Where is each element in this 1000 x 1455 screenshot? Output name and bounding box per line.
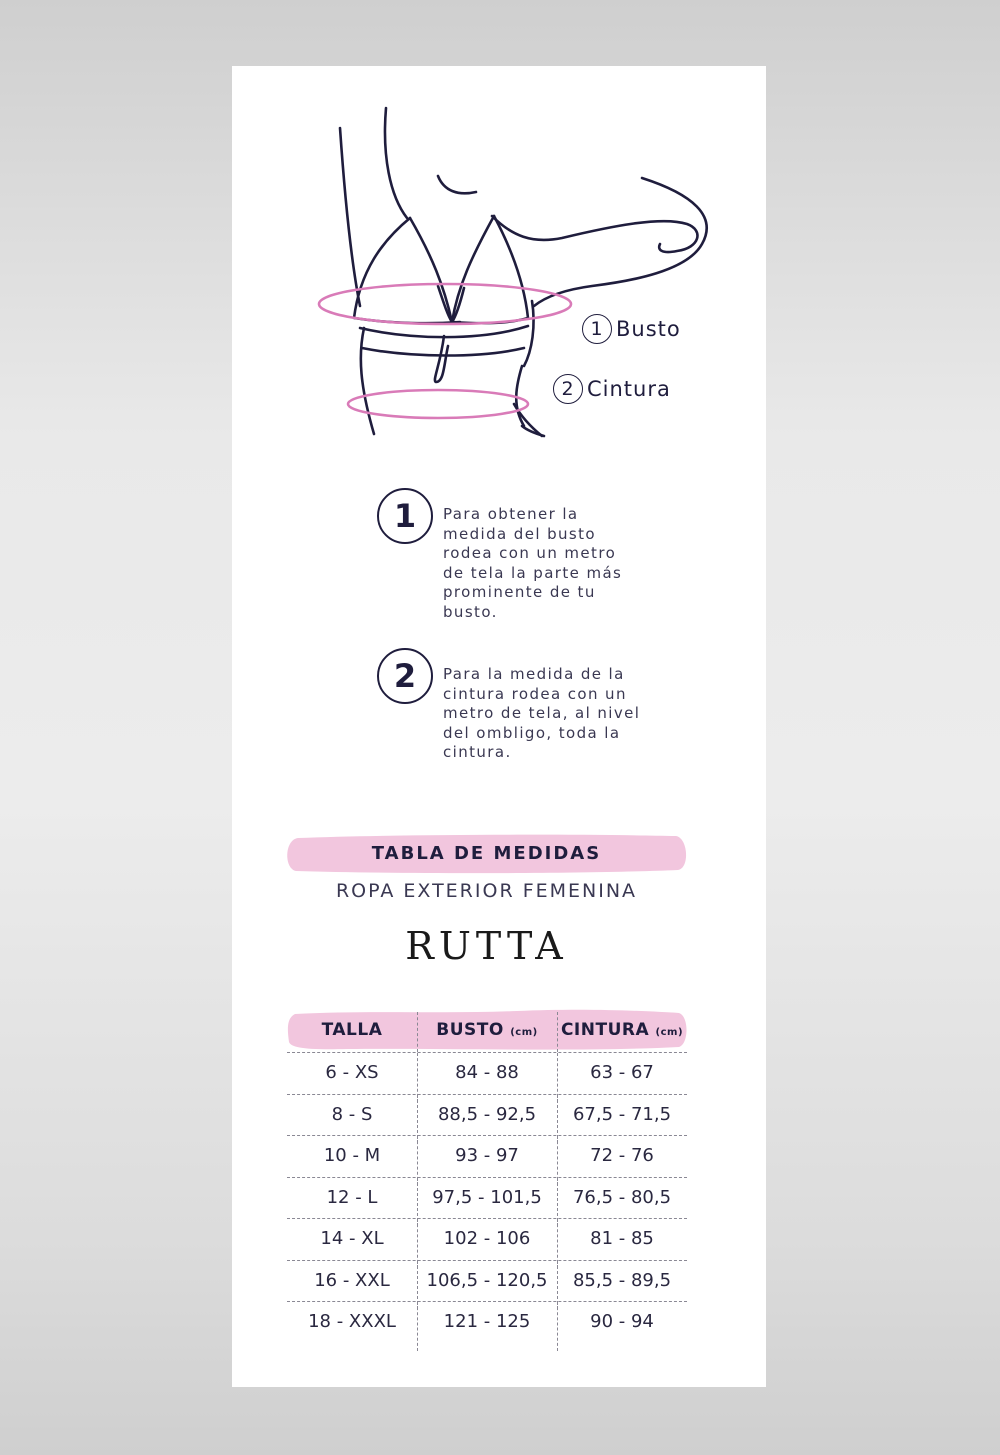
cell-talla: 6 - XS <box>325 1062 379 1083</box>
bust-number-badge: 1 <box>582 314 612 344</box>
cell-talla: 16 - XXL <box>314 1269 390 1291</box>
header-cintura: CINTURA (cm) <box>560 1020 684 1040</box>
cell-cintura: 85,5 - 89,5 <box>572 1269 672 1291</box>
size-table <box>287 1008 687 1343</box>
table-row <box>287 1135 687 1177</box>
step-bust <box>377 488 643 623</box>
column-divider <box>557 1302 558 1351</box>
step-2-text: Para la medida de la cintura rodea con un metro de tela, al nivel del ombligo, toda la cintura. <box>443 665 641 762</box>
waist-number-badge: 2 <box>553 374 583 404</box>
step-waist <box>377 648 643 763</box>
table-header <box>287 1008 687 1052</box>
cell-busto: 84 - 88 <box>455 1062 519 1083</box>
header-talla: TALLA <box>321 1020 383 1040</box>
cell-cintura: 63 - 67 <box>590 1062 654 1083</box>
table-row <box>287 1301 687 1343</box>
cell-busto: 106,5 - 120,5 <box>426 1269 548 1291</box>
table-row <box>287 1177 687 1219</box>
page-title: TABLA DE MEDIDAS <box>371 843 602 864</box>
step-1-number: 1 <box>377 488 433 544</box>
table-row <box>287 1218 687 1260</box>
cell-busto: 88,5 - 92,5 <box>437 1103 537 1125</box>
column-divider <box>417 1302 418 1351</box>
step-1-text: Para obtener la medida del busto rodea con un metro de tela la parte más prominente de tu busto. <box>443 505 623 621</box>
cell-cintura: 76,5 - 80,5 <box>572 1186 672 1208</box>
cell-talla: 12 - L <box>326 1186 378 1208</box>
table-row <box>287 1052 687 1094</box>
brand-logo: RUTTA <box>405 924 568 968</box>
size-guide-card <box>232 66 766 1387</box>
cell-busto: 97,5 - 101,5 <box>432 1186 542 1208</box>
table-row <box>287 1260 687 1302</box>
column-divider <box>557 1012 558 1052</box>
cell-cintura: 67,5 - 71,5 <box>572 1103 672 1125</box>
header-busto: BUSTO (cm) <box>436 1020 538 1040</box>
cell-busto: 102 - 106 <box>443 1228 531 1249</box>
waist-label-text: Cintura <box>587 377 671 401</box>
cell-busto: 121 - 125 <box>443 1311 531 1332</box>
bust-waist-illustration <box>232 66 766 466</box>
waist-label <box>553 374 671 404</box>
column-divider <box>417 1012 418 1052</box>
cell-talla: 8 - S <box>331 1103 373 1125</box>
cell-cintura: 90 - 94 <box>590 1311 654 1332</box>
page-subtitle: ROPA EXTERIOR FEMENINA <box>335 880 638 902</box>
bust-label <box>582 314 681 344</box>
cell-talla: 18 - XXXL <box>308 1311 396 1332</box>
bust-label-text: Busto <box>616 317 681 341</box>
cell-busto: 93 - 97 <box>455 1145 519 1166</box>
cell-talla: 10 - M <box>323 1145 381 1166</box>
cell-talla: 14 - XL <box>320 1228 384 1249</box>
cell-cintura: 81 - 85 <box>590 1228 654 1249</box>
title-banner <box>284 834 689 874</box>
cell-cintura: 72 - 76 <box>590 1145 654 1166</box>
step-2-number: 2 <box>377 648 433 704</box>
table-row <box>287 1094 687 1136</box>
